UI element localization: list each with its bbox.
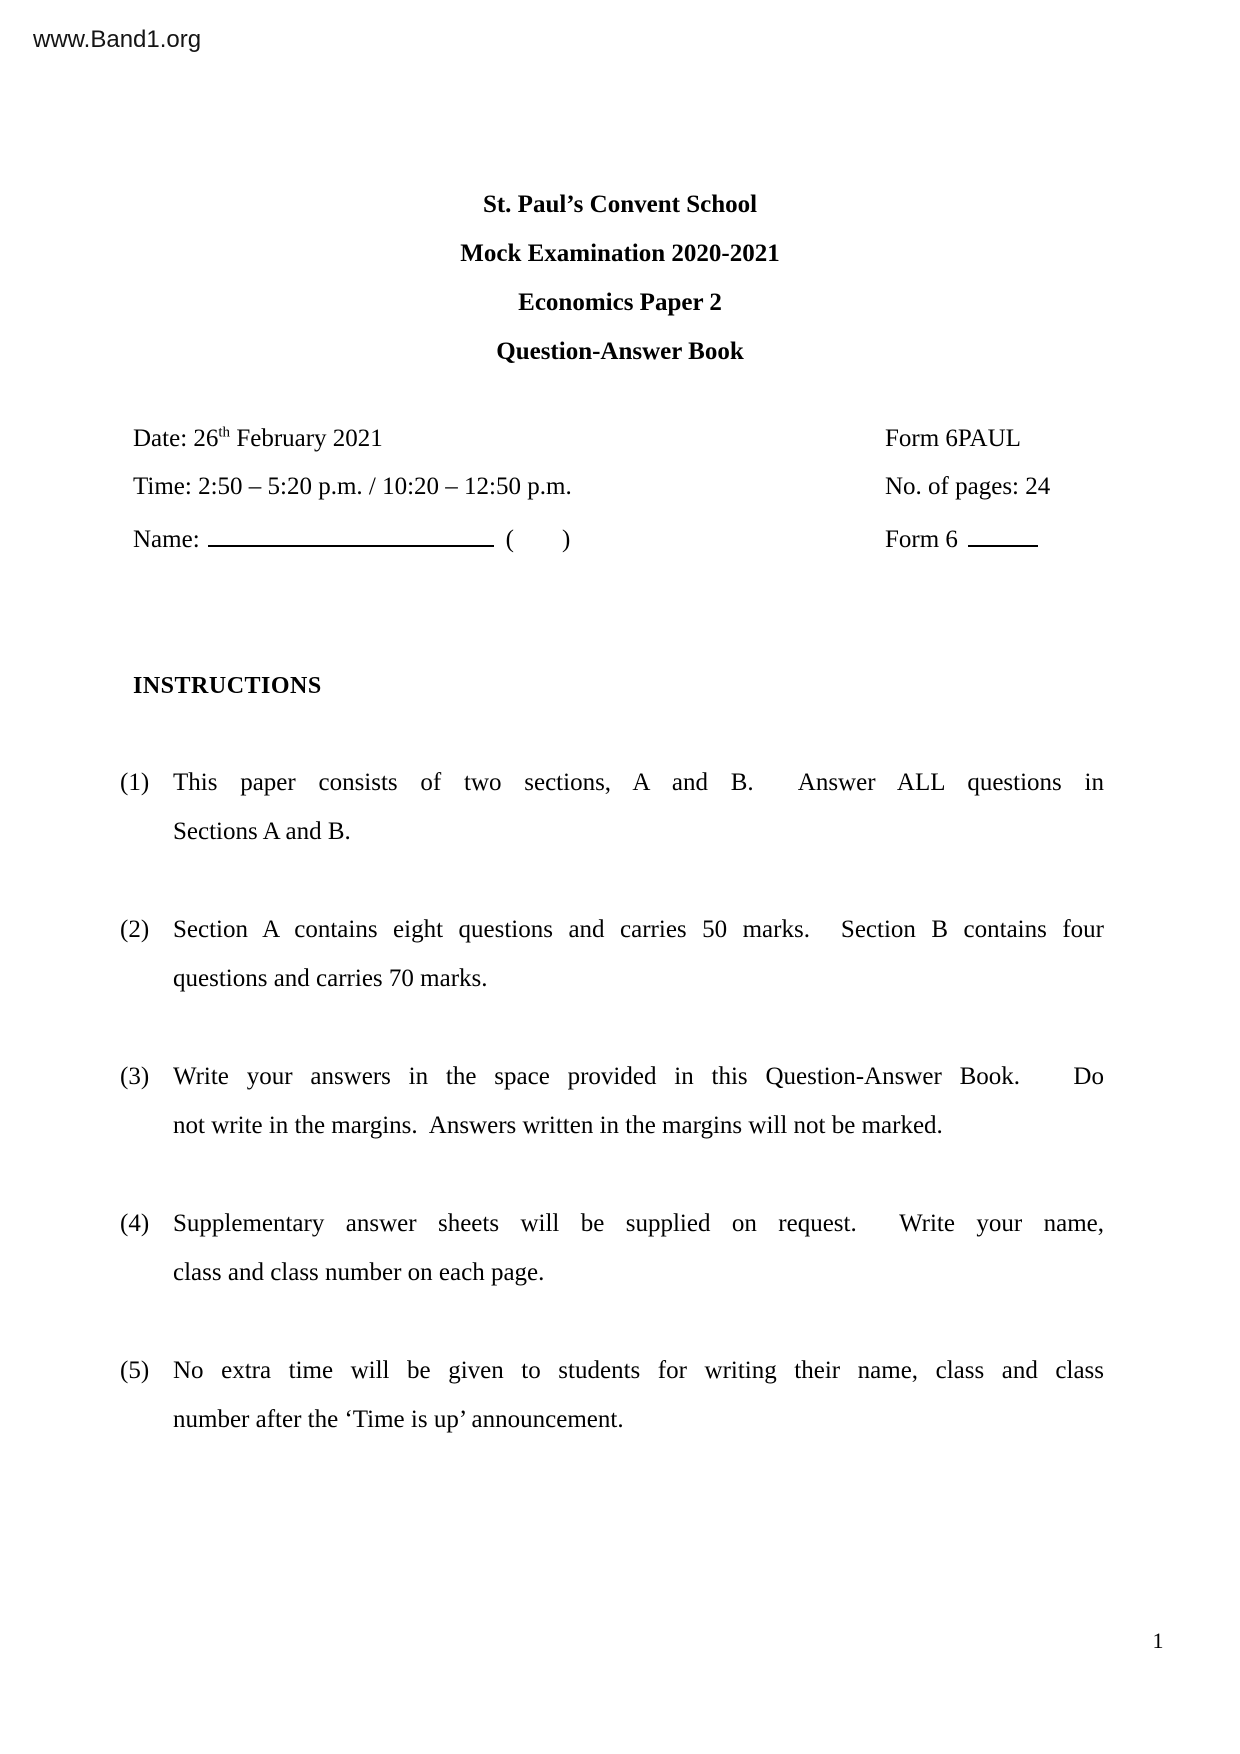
instruction-item-3 [120, 1052, 1104, 1150]
instruction-text-line2: questions and carries 70 marks. [173, 965, 488, 992]
name-line [133, 520, 570, 555]
page-number: 1 [1152, 1628, 1164, 1653]
instruction-item-5 [120, 1346, 1104, 1444]
name-blank-line [208, 520, 494, 547]
instruction-text-line2: not write in the margins. Answers written in the margins will not be marked. [173, 1112, 943, 1139]
date-text: Date: 26 [133, 425, 219, 452]
class-number-paren-open: ( [505, 526, 514, 553]
instruction-text-line2: Sections A and B. [173, 818, 351, 845]
instruction-item-2 [120, 905, 1104, 1003]
school-name: St. Paul’s Convent School [482, 191, 758, 218]
form-class-blank [968, 520, 1038, 547]
instruction-text-line2: number after the ‘Time is up’ announcement. [173, 1406, 624, 1433]
pages-line: No. of pages: 24 [885, 473, 1051, 500]
instruction-number: (5) [120, 1357, 150, 1384]
form-blank-label: Form 6 [885, 526, 958, 553]
name-label: Name: [133, 526, 200, 553]
instruction-text-line1: No extra time will be given to students for writing their name, class and class [173, 1357, 1104, 1384]
book-title: Question-Answer Book [496, 338, 744, 365]
instruction-text-line1: Write your answers in the space provided in this Question-Answer Book. Do [173, 1063, 1104, 1090]
class-number-field [514, 522, 562, 547]
instructions-list [120, 758, 1104, 1493]
date-line [133, 424, 383, 454]
instruction-number: (4) [120, 1210, 150, 1237]
watermark: www.Band1.org [33, 26, 202, 53]
instruction-text-line2: class and class number on each page. [173, 1259, 545, 1286]
instructions-heading: INSTRUCTIONS [133, 673, 322, 699]
time-line: Time: 2:50 – 5:20 p.m. / 10:20 – 12:50 p.m. [133, 473, 572, 500]
title-block [0, 180, 1240, 376]
instruction-item-1 [120, 758, 1104, 856]
exam-title: Mock Examination 2020-2021 [460, 240, 780, 267]
form-line: Form 6PAUL [885, 425, 1021, 452]
date-rest: February 2021 [230, 425, 383, 452]
instruction-number: (1) [120, 769, 150, 796]
instruction-item-4 [120, 1199, 1104, 1297]
instruction-text-line1: Supplementary answer sheets will be supplied on request. Write your name, [173, 1210, 1104, 1237]
paper-title: Economics Paper 2 [518, 289, 722, 316]
date-ordinal: th [218, 424, 231, 441]
instruction-number: (2) [120, 916, 150, 943]
instruction-number: (3) [120, 1063, 150, 1090]
class-number-paren-close: ) [561, 526, 571, 553]
instruction-text-line1: This paper consists of two sections, A and B. Answer ALL questions in [173, 769, 1104, 796]
instruction-text-line1: Section A contains eight questions and carries 50 marks. Section B contains four [173, 916, 1104, 943]
form-blank-line [885, 520, 1038, 555]
